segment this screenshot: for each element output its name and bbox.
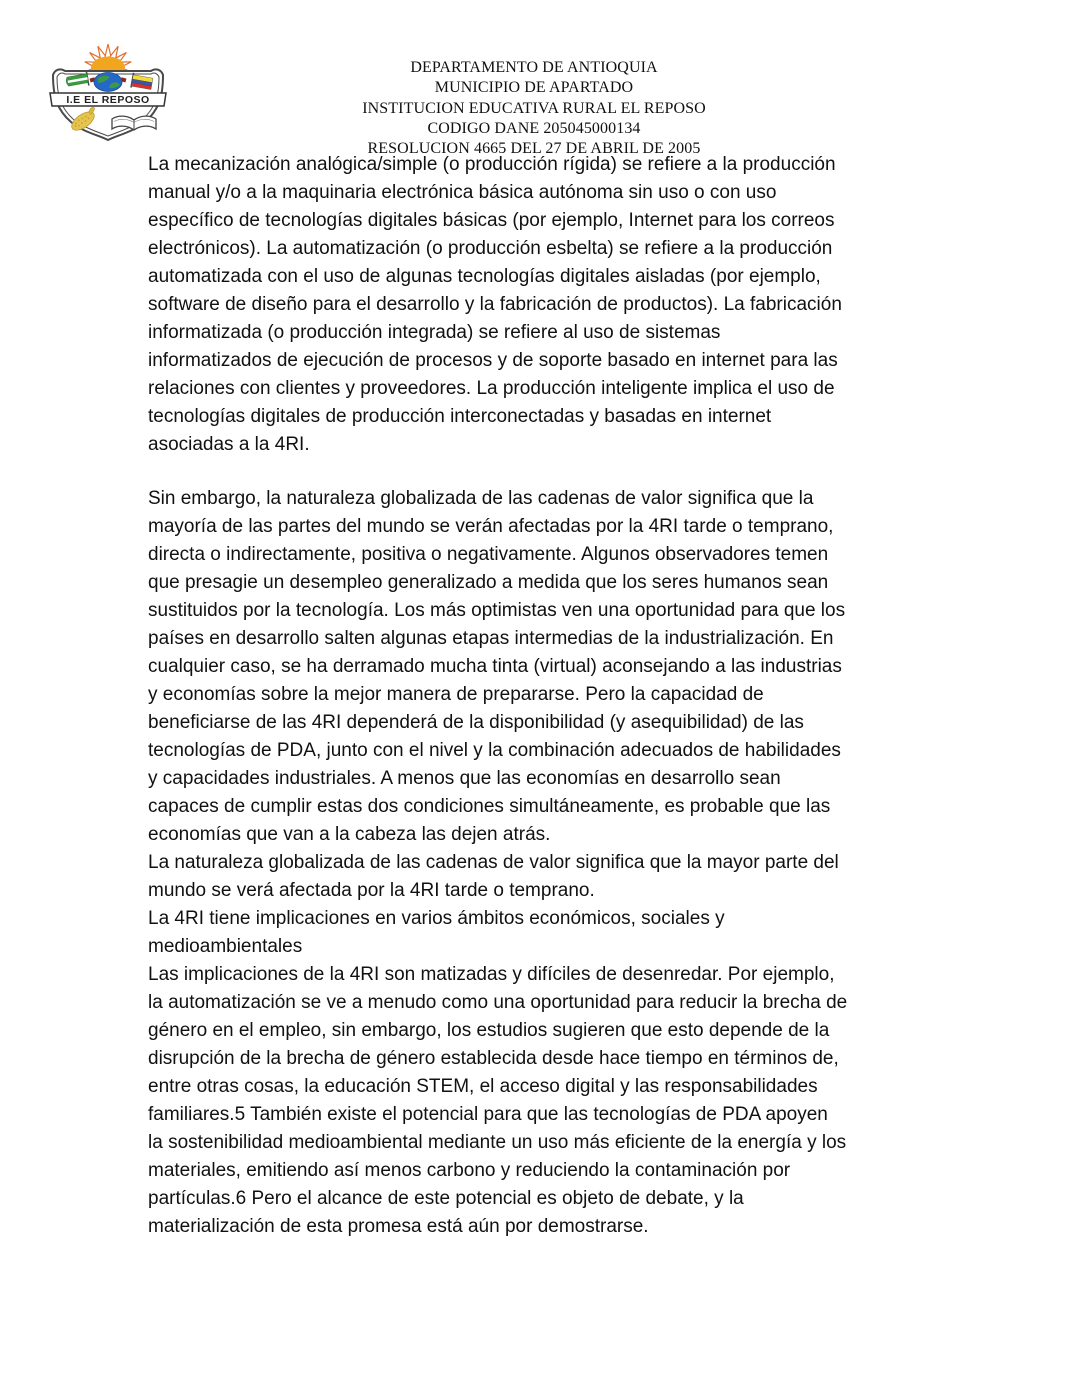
- paragraph-line: mundo se verá afectada por la 4RI tarde o temprano.: [148, 880, 595, 901]
- paragraph-line: que presagie un desempleo generalizado a medida que los seres humanos sean: [148, 572, 829, 593]
- paragraph-line: género en el empleo, sin embargo, los estudios sugieren que esto depende de la: [148, 1020, 830, 1041]
- paragraph-line: sustituidos por la tecnología. Los más optimistas ven una oportunidad para que los: [148, 600, 846, 621]
- paragraph-line: asociadas a la 4RI.: [148, 434, 310, 455]
- paragraph-line: La naturaleza globalizada de las cadenas de valor significa que la mayor parte del: [148, 852, 839, 873]
- crest-banner-text: I.E EL REPOSO: [66, 94, 150, 106]
- paragraph-line: y capacidades industriales. A menos que las economías en desarrollo sean: [148, 768, 781, 789]
- paragraph-line: electrónicos). La automatización (o producción esbelta) se refiere a la producción: [148, 238, 833, 259]
- paragraph-line: entre otras cosas, la educación STEM, el acceso digital y las responsabilidades: [148, 1076, 818, 1097]
- header-line-resolution: RESOLUCION 4665 DEL 27 DE ABRIL DE 2005: [367, 140, 701, 158]
- paragraph: [148, 151, 847, 459]
- paragraph: [148, 905, 847, 961]
- paragraph: [148, 961, 847, 1241]
- paragraph-line: materiales, emitiendo así menos carbono y reduciendo la contaminación por: [148, 1160, 791, 1181]
- paragraph-line: manual y/o a la maquinaria electrónica básica autónoma sin uso o con uso: [148, 182, 777, 203]
- paragraph-line: medioambientales: [148, 936, 303, 957]
- paragraph-line: informatizada (o producción integrada) se refiere al uso de sistemas: [148, 322, 721, 343]
- paragraph-line: familiares.5 También existe el potencial para que las tecnologías de PDA apoyen: [148, 1104, 828, 1125]
- paragraph-line: Las implicaciones de la 4RI son matizadas y difíciles de desenredar. Por ejemplo,: [148, 964, 835, 985]
- header-line-dane-code: CODIGO DANE 205045000134: [427, 119, 641, 137]
- paragraph: [148, 849, 847, 905]
- paragraph-line: mayoría de las partes del mundo se verán afectadas por la 4RI tarde o temprano,: [148, 516, 834, 537]
- header-line-municipality: MUNICIPIO DE APARTADO: [434, 79, 634, 97]
- paragraph-line: beneficiarse de las 4RI dependerá de la disponibilidad (y asequibilidad) de las: [148, 712, 804, 733]
- paragraph-line: La mecanización analógica/simple (o producción rígida) se refiere a la producción: [148, 154, 836, 175]
- header-line-institution: INSTITUCION EDUCATIVA RURAL EL REPOSO: [362, 99, 706, 117]
- paragraph-line: específico de tecnologías digitales básicas (por ejemplo, Internet para los correos: [148, 210, 835, 231]
- paragraph-line: informatizados de ejecución de procesos y de soporte basado en internet para las: [148, 350, 838, 371]
- paragraph-line: tecnologías de PDA, junto con el nivel y la combinación adecuados de habilidades: [148, 740, 841, 761]
- header-line-department: DEPARTAMENTO DE ANTIOQUIA: [410, 59, 658, 76]
- paragraph-line: cualquier caso, se ha derramado mucha tinta (virtual) aconsejando a las industrias: [148, 656, 842, 677]
- paragraph-line: la sostenibilidad medioambiental mediante un uso más eficiente de la energía y los: [148, 1132, 847, 1153]
- document-body: [148, 151, 847, 1241]
- paragraph-line: La 4RI tiene implicaciones en varios ámbitos económicos, sociales y: [148, 908, 725, 929]
- paragraph-line: relaciones con clientes y proveedores. La producción inteligente implica el uso de: [148, 378, 835, 399]
- paragraph: [148, 485, 847, 849]
- paragraph-line: disrupción de la brecha de género establecida desde hace tiempo en términos de,: [148, 1048, 839, 1069]
- paragraph-line: Sin embargo, la naturaleza globalizada de las cadenas de valor significa que la: [148, 488, 814, 509]
- paragraph-line: partículas.6 Pero el alcance de este potencial es objeto de debate, y la: [148, 1188, 744, 1209]
- paragraph-line: automatizada con el uso de algunas tecnologías digitales aisladas (por ejemplo,: [148, 266, 821, 287]
- paragraph-line: materialización de esta promesa está aún por demostrarse.: [148, 1216, 649, 1237]
- paragraph-line: capaces de cumplir estas dos condiciones simultáneamente, es probable que las: [148, 796, 831, 817]
- paragraph-line: y economías sobre la mejor manera de prepararse. Pero la capacidad de: [148, 684, 764, 705]
- paragraph-line: software de diseño para el desarrollo y la fabricación de productos). La fabricación: [148, 294, 842, 315]
- paragraph-line: economías que van a la cabeza las dejen atrás.: [148, 824, 551, 845]
- paragraph-line: tecnologías digitales de producción interconectadas y basadas en internet: [148, 406, 772, 427]
- paragraph-line: directa o indirectamente, positiva o negativamente. Algunos observadores temen: [148, 544, 829, 565]
- paragraph-line: países en desarrollo salten algunas etapas intermedias de la industrialización. En: [148, 628, 834, 649]
- document-header: [0, 58, 1068, 159]
- paragraph-line: la automatización se ve a menudo como una oportunidad para reducir la brecha de: [148, 992, 848, 1013]
